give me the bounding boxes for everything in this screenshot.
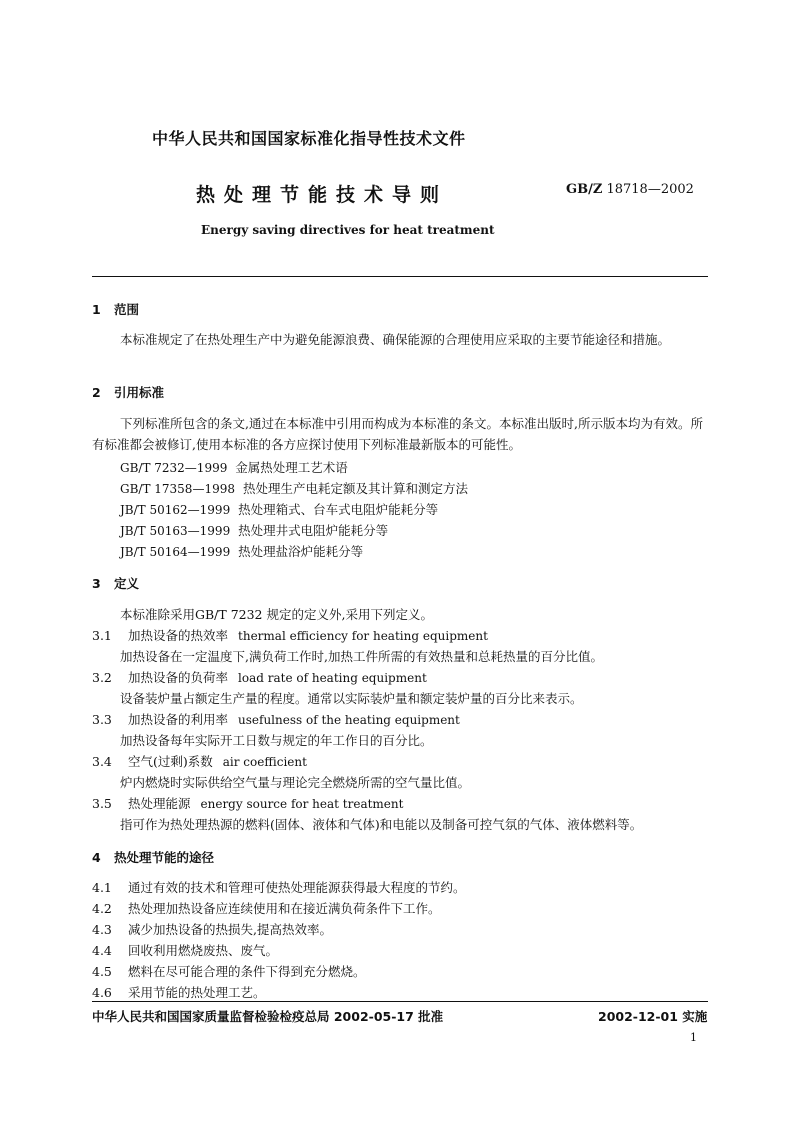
paragraph-text: 本标准规定了在热处理生产中为避免能源浪费、确保能源的合理使用应采取的主要节能途径和措施。 bbox=[120, 332, 671, 347]
term-number: 3.2 bbox=[92, 670, 112, 685]
term-number: 3.3 bbox=[92, 712, 112, 727]
reference-code: GB/T 7232—1999 bbox=[120, 461, 228, 475]
item-number: 4.2 bbox=[92, 901, 112, 916]
standard-prefix: GB/Z bbox=[566, 182, 603, 197]
reference-code: GB/T 17358—1998 bbox=[120, 482, 235, 496]
term-definition: 炉内燃烧时实际供给空气量与理论完全燃烧所需的空气量比值。 bbox=[120, 775, 471, 790]
section-4-heading bbox=[92, 848, 214, 866]
reference-item bbox=[120, 521, 388, 539]
term-definition: 加热设备在一定温度下,满负荷工作时,加热工件所需的有效热量和总耗热量的百分比值。 bbox=[120, 649, 603, 664]
term-name-en: load rate of heating equipment bbox=[238, 671, 427, 685]
item-number: 4.1 bbox=[92, 880, 112, 895]
term-3-4 bbox=[92, 752, 307, 770]
term-3-5 bbox=[92, 794, 403, 812]
term-name-cn: 加热设备的利用率 bbox=[128, 712, 229, 727]
reference-title: 金属热处理工艺术语 bbox=[235, 460, 348, 475]
reference-item bbox=[120, 500, 438, 518]
document-title-en: Energy saving directives for heat treatment bbox=[201, 223, 495, 237]
paragraph-text: 下列标准所包含的条文,通过在本标准中引用而构成为本标准的条文。本标准出版时,所示版本均为有效。所有标准都会被修订,使用本标准的各方应探讨使用下列标准最新版本的可能性。 bbox=[92, 416, 703, 452]
issuer-approval: 中华人民共和国国家质量监督检验检疫总局 2002-05-17 批准 bbox=[92, 1009, 444, 1024]
document-title-cn: 热处理节能技术导则 bbox=[196, 184, 449, 206]
reference-item bbox=[120, 542, 363, 560]
term-name-cn: 加热设备的热效率 bbox=[128, 628, 229, 643]
reference-code: JB/T 50162—1999 bbox=[120, 503, 231, 517]
reference-title: 热处理盐浴炉能耗分等 bbox=[238, 544, 364, 559]
measure-item bbox=[92, 878, 466, 896]
term-3-2 bbox=[92, 668, 427, 686]
term-number: 3.5 bbox=[92, 796, 112, 811]
section-title: 定义 bbox=[114, 576, 140, 591]
footer-divider bbox=[92, 1001, 708, 1002]
section-1-paragraph bbox=[92, 329, 708, 350]
item-text: 通过有效的技术和管理可使热处理能源获得最大程度的节约。 bbox=[128, 880, 466, 895]
term-number: 3.1 bbox=[92, 628, 112, 643]
item-text: 采用节能的热处理工艺。 bbox=[128, 985, 266, 1000]
term-name-en: air coefficient bbox=[222, 755, 307, 769]
section-1-heading bbox=[92, 300, 139, 318]
effective-date: 2002-12-01 实施 bbox=[598, 1009, 708, 1024]
item-number: 4.4 bbox=[92, 943, 112, 958]
item-text: 燃料在尽可能合理的条件下得到充分燃烧。 bbox=[128, 964, 366, 979]
term-name-cn: 加热设备的负荷率 bbox=[128, 670, 229, 685]
header-divider bbox=[92, 276, 708, 277]
section-3-heading bbox=[92, 574, 139, 592]
reference-title: 热处理井式电阻炉能耗分等 bbox=[238, 523, 389, 538]
term-name-cn: 热处理能源 bbox=[128, 796, 191, 811]
item-number: 4.6 bbox=[92, 985, 112, 1000]
term-number: 3.4 bbox=[92, 754, 112, 769]
measure-item bbox=[92, 920, 332, 938]
standard-number: 18718—2002 bbox=[606, 182, 694, 197]
section-title: 范围 bbox=[114, 302, 140, 317]
section-number: 2 bbox=[92, 385, 101, 400]
item-text: 回收利用燃烧废热、废气。 bbox=[128, 943, 279, 958]
term-name-en: usefulness of the heating equipment bbox=[238, 713, 460, 727]
page-number: 1 bbox=[690, 1031, 697, 1044]
item-text: 热处理加热设备应连续使用和在接近满负荷条件下工作。 bbox=[128, 901, 441, 916]
measure-item bbox=[92, 962, 366, 980]
reference-code: JB/T 50163—1999 bbox=[120, 524, 231, 538]
section-title: 热处理节能的途径 bbox=[114, 850, 215, 865]
reference-code: JB/T 50164—1999 bbox=[120, 545, 231, 559]
section-number: 1 bbox=[92, 302, 101, 317]
term-name-en: thermal efficiency for heating equipment bbox=[238, 629, 488, 643]
measure-item bbox=[92, 941, 278, 959]
reference-item bbox=[120, 479, 468, 497]
item-number: 4.3 bbox=[92, 922, 112, 937]
reference-item bbox=[120, 458, 348, 476]
term-3-3 bbox=[92, 710, 460, 728]
term-definition: 加热设备每年实际开工日数与规定的年工作日的百分比。 bbox=[120, 733, 433, 748]
standard-code bbox=[566, 182, 694, 197]
section-number: 3 bbox=[92, 576, 101, 591]
term-definition: 设备装炉量占额定生产量的程度。通常以实际装炉量和额定装炉量的百分比来表示。 bbox=[120, 691, 583, 706]
section-2-paragraph bbox=[92, 413, 708, 455]
section-title: 引用标准 bbox=[114, 385, 165, 400]
reference-title: 热处理生产电耗定额及其计算和测定方法 bbox=[242, 481, 468, 496]
section-number: 4 bbox=[92, 850, 101, 865]
measure-item bbox=[92, 899, 441, 917]
term-name-cn: 空气(过剩)系数 bbox=[128, 754, 213, 769]
item-text: 减少加热设备的热损失,提高热效率。 bbox=[128, 922, 332, 937]
section-2-heading bbox=[92, 383, 164, 401]
section-3-intro: 本标准除采用GB/T 7232 规定的定义外,采用下列定义。 bbox=[120, 607, 433, 622]
term-definition: 指可作为热处理热源的燃料(固体、液体和气体)和电能以及制备可控气氛的气体、液体燃料等。 bbox=[120, 817, 643, 832]
term-3-1 bbox=[92, 626, 488, 644]
item-number: 4.5 bbox=[92, 964, 112, 979]
term-name-en: energy source for heat treatment bbox=[200, 797, 404, 811]
measure-item bbox=[92, 983, 266, 1001]
document-type-heading: 中华人民共和国国家标准化指导性技术文件 bbox=[152, 129, 466, 148]
reference-title: 热处理箱式、台车式电阻炉能耗分等 bbox=[238, 502, 439, 517]
